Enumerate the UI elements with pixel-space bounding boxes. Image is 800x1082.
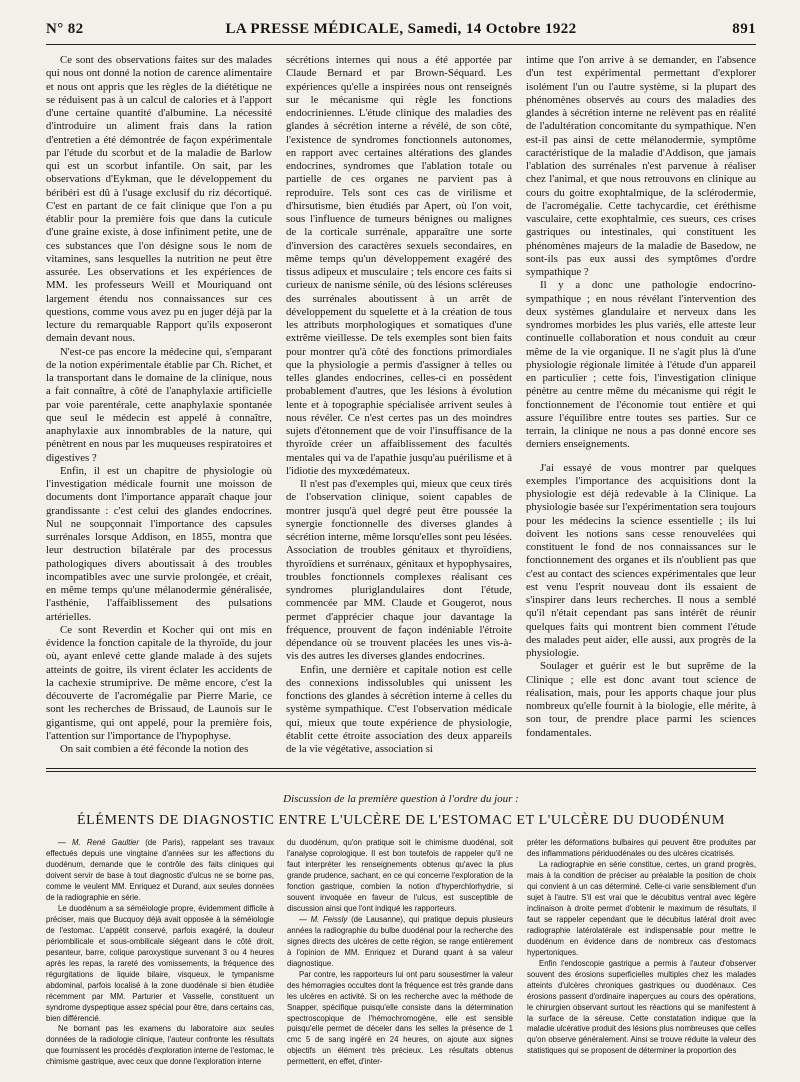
speaker-name: — M. René Gaultier [58, 838, 139, 847]
paragraph: Soulager et guérir est le but suprême de la Clinique ; elle est donc avant tout science de réalisation, mais, pour les apports chaque jour plus nombreux qu'elle fournit à la biologie, elle mérite, à son tour, de prendre place parmi les sciences fondamentales. [526, 660, 756, 739]
paragraph: Ce sont Reverdin et Kocher qui ont mis en évidence la fonction capitale de la thyroïde, du jour où, ayant enlevé cette glande malade à des sujets atteints de goitre, ils virent éclater les accidents de la cachexie strumiprive. De même encore, c'est la découverte de l'acromégalie par Pierre Marie, ce sont les recherches de Brissaud, de Launois sur le gigantisme, qui ont appelé, pour la première fois, l'attention sur l'importance de l'hypophyse. [46, 623, 272, 742]
column-1 [46, 54, 272, 759]
paragraph: Il y a donc une pathologie endocrino-sympathique ; en nous révélant l'intervention des deux systèmes glandulaire et nerveux dans les syndromes morbides les plus variés, elle atteste leur continuelle collaboration et nous conduit au cœur même de la vie organique. Il ne s'agit plus là d'une physiologie régionale limitée à l'étude d'un appareil en particulier ; cette fois, l'investigation clinique pénètre au centre même du mécanisme qui régit le fonctionnement de l'économie tout entière et qui assure l'équilibre entre toutes ses parties. Sur ce terrain, la clinique ne nous a pas donné encore ses derniers enseignements. [526, 279, 756, 451]
paragraph [46, 838, 274, 904]
paragraph: Par contre, les rapporteurs lui ont paru sousestimer la valeur des hémorragies occultes dont la fréquence est très grande dans les ulcères en activité. Si on les recherche avec la méthode de Snapper, spécifique puisqu'elle consiste dans la détermination spectroscopique de l'hémochromogène, elle est sensible puisqu'elle permet de déceler dans les selles la présence de 1 cmc 5 de sang ingéré en 24 heures, on ajoute aux signes objectifs un élément très précieux. Les résultats obtenus permettent, en effet, d'inter- [287, 969, 513, 1067]
page-header [46, 21, 756, 43]
paragraph [287, 915, 513, 970]
paragraph: Enfin, une dernière et capitale notion est celle des connexions indissolubles qui unissent les fonctions des glandes à sécrétion interne à celles du système sympathique. C'est l'observation médicale qui, mieux que toute expérience de physiologie, établit cette étroite association des deux appareils de la vie végétative, association si [286, 663, 512, 755]
paragraph-text: (de Paris), rappelant ses travaux effectués depuis une vingtaine d'années sur les affections du duodénum, demande que le contrôle des faits cliniques qui doivent servir de base à tout diagnostic d'ulcus ne se borne pas, comme le veulent MM. Enriquez et Durand, aux seules données de la radiographie en série. [46, 838, 274, 902]
section-rule-double [46, 771, 756, 772]
paragraph: Le duodénum a sa séméiologie propre, évidemment difficile à préciser, mais que Bucquoy déjà avait opposée à la séméiologie de l'estomac. L'appétit conservé, parfois exagéré, la douleur périombilicale et sous-ombilicale siégeant dans le côté droit, pesanteur, barre, colique paroxystique survenant 3 ou 4 heures après les repas, la rareté des vomissements, la fréquence des régurgitations de liquide bilaire, visqueux, le tympanisme abdominal, parfois localisé à la zone duodénale si bien étudiée récemment par MM. Parturier et Vasselle, constituent un syndrome dyspeptique assez spécial pour être, dans certains cas, bien différencié. [46, 903, 274, 1023]
paragraph-text: (de Lausanne), qui pratique depuis plusieurs années la radiographie du bulbe duodénal pour la recherche des signes directs des ulcères de cette région, se range entièrement à l'opinion de MM. Enriquez et Durand quant à sa valeur diagnostique. [287, 914, 513, 968]
journal-title: LA PRESSE MÉDICALE, Samedi, 14 Octobre 1922 [225, 21, 577, 37]
column-3 [526, 54, 756, 759]
issue-number: N° 82 [46, 21, 84, 37]
discussion-column-3 [527, 838, 756, 1068]
paragraph: Ne bornant pas les examens du laboratoire aux seules données de la radiologie clinique, l'auteur confronte les résultats que fournissent les procédés d'exploration interne de l'estomac, le chimisme gastrique, avec ceux que donne l'exploration interne [46, 1024, 274, 1067]
discussion-column-2 [287, 838, 513, 1068]
paragraph: Ce sont des observations faites sur des malades qui nous ont donné la notion de carence alimentaire et nous ont appris que les règles de la diététique ne se réduisent pas à un calcul de calories et à l'apport d'une certaine quantité d'albumine. La nécessité d'introduire un aliment frais dans la ration d'entretien a été démontrée de façon expérimentale par l'étude du scorbut et de la maladie de Barlow qui est un scorbut infantile. On sait, par les observations d'Eykman, que le développement du béribéri est dû à l'usage exclusif du riz décortiqué. C'est en partant de ce fait clinique que l'on a pu établir pour la première fois que dans la cuticule d'une graine existe, à dose infiniment petite, une de ces substances que l'on désigne sous le nom de vitamines, sans lesquelles la nutrition ne peut être assurée. Les observations et les expériences de MM. les professeurs Weill et Mouriquand ont largement étendu nos connaissances sur ces questions, comme vous avez pu en juger déjà par la lecture du remarquable Rapport qu'ils exposeront demain devant nous. [46, 54, 272, 345]
section-title: ÉLÉMENTS DE DIAGNOSTIC ENTRE L'ULCÈRE DE L'ESTOMAC ET L'ULCÈRE DU DUODÉNUM [77, 813, 725, 828]
paragraph: intime que l'on arrive à se demander, en l'absence d'un test expérimental permettant d'explorer isolément l'un ou l'autre système, si la plupart des phénomènes observés au cours des maladies des glandes à sécrétion interne ne relèvent pas en réalité de l'adultération concomitante du sympathique. N'en est-il pas ainsi de cette mélanodermie, symptôme caractéristique de la maladie d'Addison, que jamais l'ablation des surrénales n'est parvenue à réaliser chez l'animal, et que nous retrouvons en clinique au cours du goitre exophtalmique, de la sclérodermie, de l'acromégalie. Cette tachycardie, cet éréthisme vasculaire, cette exophtalmie, ces sueurs, ces crises gastriques ou intestinales, qui constituent les phénomènes majeurs de la maladie de Basedow, ne sont-ils pas eux aussi des symptômes d'ordre sympathique ? [526, 54, 756, 278]
paragraph: La radiographie en série constitue, certes, un grand progrès, mais à la condition de préciser au préalable la position de choix qui convient à un cas déterminé. Celle-ci varie sensiblement d'un sujet à l'autre. S'il est vrai que le décubitus ventral avec légère inclinaison à droite permet d'obtenir le maximum de résultats, il faut se rappeler cependant que le décubitus latéral droit avec radiographie latérolatérale est indispensable pour mettre le duodénum en évidence dans de nombreux cas d'estomacs hypertoniques. [527, 859, 756, 957]
discussion-column-1 [46, 838, 274, 1068]
discussion-heading: Discussion de la première question à l'ordre du jour : [283, 793, 519, 805]
paragraph: sécrétions internes qui nous a été apportée par Claude Bernard et par Brown-Séquard. Les expériences qu'elle a inspirées nous ont renseignés sur le mécanisme qui règle les fonctions endocriniennes. L'étude clinique des maladies des glandes à sécrétion interne a révélé, de son côté, l'existence de syndromes fonctionnels autonomes, en rapport avec certaines altérations des glandes endocrines, syndromes que l'ablation totale ou partielle de ces organes ne parvient pas à reproduire. Tels sont ces cas de virilisme et d'hirsutisme, bien étudiés par Apert, où l'on voit, sous l'influence de tumeurs bénignes ou malignes de la corticale surrénale, apparaître une sorte d'inversion des caractères sexuels secondaires, en même temps qu'un développement exagéré des tissus adipeux et musculaire ; tels encore ces faits si curieux de nanisme sénile, où des lésions scléreuses des surrénales aboutissent à un arrêt de développement du squelette et à la création de tous les attributs morphologiques et somatiques d'une extrême vieillesse. De tels exemples sont bien faits pour montrer qu'à côté des fonctions primordiales que la physiologie a permis d'assigner à telles ou telles glandes endocrines, celles-ci en possèdent probablement d'autres, que les lésions à évolution lente et à topographie spécialisée arrivent seules à nous révéler. Ce n'est certes pas un des moindres sujets d'étonnement que de voir l'insuffisance de la thyroïde créer un affaiblissement des facultés mentales qui va de l'apathie jusqu'au puérilisme et à l'idiotie des myxœdémateux. [286, 54, 512, 477]
paragraph: Il n'est pas d'exemples qui, mieux que ceux tirés de l'observation clinique, soient capables de montrer jusqu'à quel degré peut être poussée la synergie fonctionnelle des diverses glandes à sécrétion interne, même lorsqu'elles sont peu lésées. Association de troubles génitaux et thyroïdiens, thyroïdiens et surrénaux, génitaux et hypophysaires, troubles fonctionnels complexes réalisant ces syndromes pluriglandulaires dont l'étude, commencée par MM. Claude et Gougerot, nous permet d'apprécier chaque jour davantage la fréquence, prouvent de façon indéniable l'étroite dépendance où se trouvent placées les unes vis-à-vis des autres les diverses glandes endocrines. [286, 478, 512, 663]
paragraph: préter les déformations bulbaires qui peuvent être produites par des inflammations périduodénales ou des ulcères cicatrisés. [527, 838, 756, 858]
paragraph: J'ai essayé de vous montrer par quelques exemples l'importance des acquisitions dont la physiologie est déjà redevable à la Clinique. La physiologie basée sur l'expérimentation sera toujours pour les médecins la science essentielle ; ils lui doivent les notions sans cesse renouvelées qui constituent le fond de nos connaissances sur le fonctionnement des organes et ils n'oublient pas que c'est au contact des sciences expérimentales que leur est venu l'esprit nouveau dont ils essaient de s'inspirer dans leurs recherches. Il nous a semblé qu'il n'était cependant pas sans intérêt de réunir quelques faits qui montrent bien comment l'étude des malades peut aider, elle aussi, aux progrès de la physiologie. [526, 461, 756, 659]
speaker-name: — M. Feissly [299, 914, 348, 924]
paragraph: Enfin l'endoscopie gastrique a permis à l'auteur d'observer souvent des érosions superficielles multiples chez les malades atteints d'ulcères chroniques gastriques ou duodénaux. Ces érosions passent d'ordinaire inaperçues au cours des opérations, le chirurgien observant surtout les réactions qui se manifestent à la surface de la séreuse. Cette constatation indique que la maladie ulcérative produit des lésions plus nombreuses que celles qu'on observe généralement. Ainsi se trouve réduite la valeur des statistiques qui se proposent de déterminer la proportion des [527, 958, 756, 1056]
section-rule [46, 768, 756, 769]
column-2 [286, 54, 512, 759]
paragraph: On sait combien a été féconde la notion des [60, 743, 249, 755]
paragraph: Enfin, il est un chapitre de physiologie où l'investigation médicale fournit une moisson de documents dont l'importance apparaît chaque jour grandissante : c'est celui des glandes endocrines. Nul ne soupçonnait l'importance des capsules surrénales lorsque Addison, en 1855, montra que leur destruction bilatérale par des processus pathologiques divers aboutissait à des troubles incompatibles avec une survie prolongée, et créait, en même temps qu'une mélanodermie généralisée, l'asthénie, l'affaiblissement des pulsations artérielles. [46, 464, 272, 623]
paragraph: N'est-ce pas encore la médecine qui, s'emparant de la notion expérimentale établie par Ch. Richet, et la transportant dans le domaine de la clinique, nous a fait connaître, à côté de l'anaphylaxie artificielle par voie parentérale, cette anaphylaxie spontanée que seul le médecin est appelé à connaître, anaphylaxie aux innombrables de la nature, qui pénètrent en nous par les muqueuses respiratoires et digestives ? [46, 345, 272, 464]
paragraph: du duodénum, qu'on pratique soit le chimisme duodénal, soit l'analyse coprologique. Il est bon toutefois de rappeler qu'il ne faut interpréter les renseignements obtenus qu'avec la plus grande prudence, sachant, en ce qui concerne l'exploration de la fonction gastrique, combien la notion d'hyperchlorhydrie, si souvent invoquée en faveur de l'ulcus, est susceptible de discussion ainsi que l'ont indiqué les rapporteurs. [287, 838, 513, 913]
page-number: 891 [732, 21, 756, 37]
header-rule [46, 44, 756, 45]
